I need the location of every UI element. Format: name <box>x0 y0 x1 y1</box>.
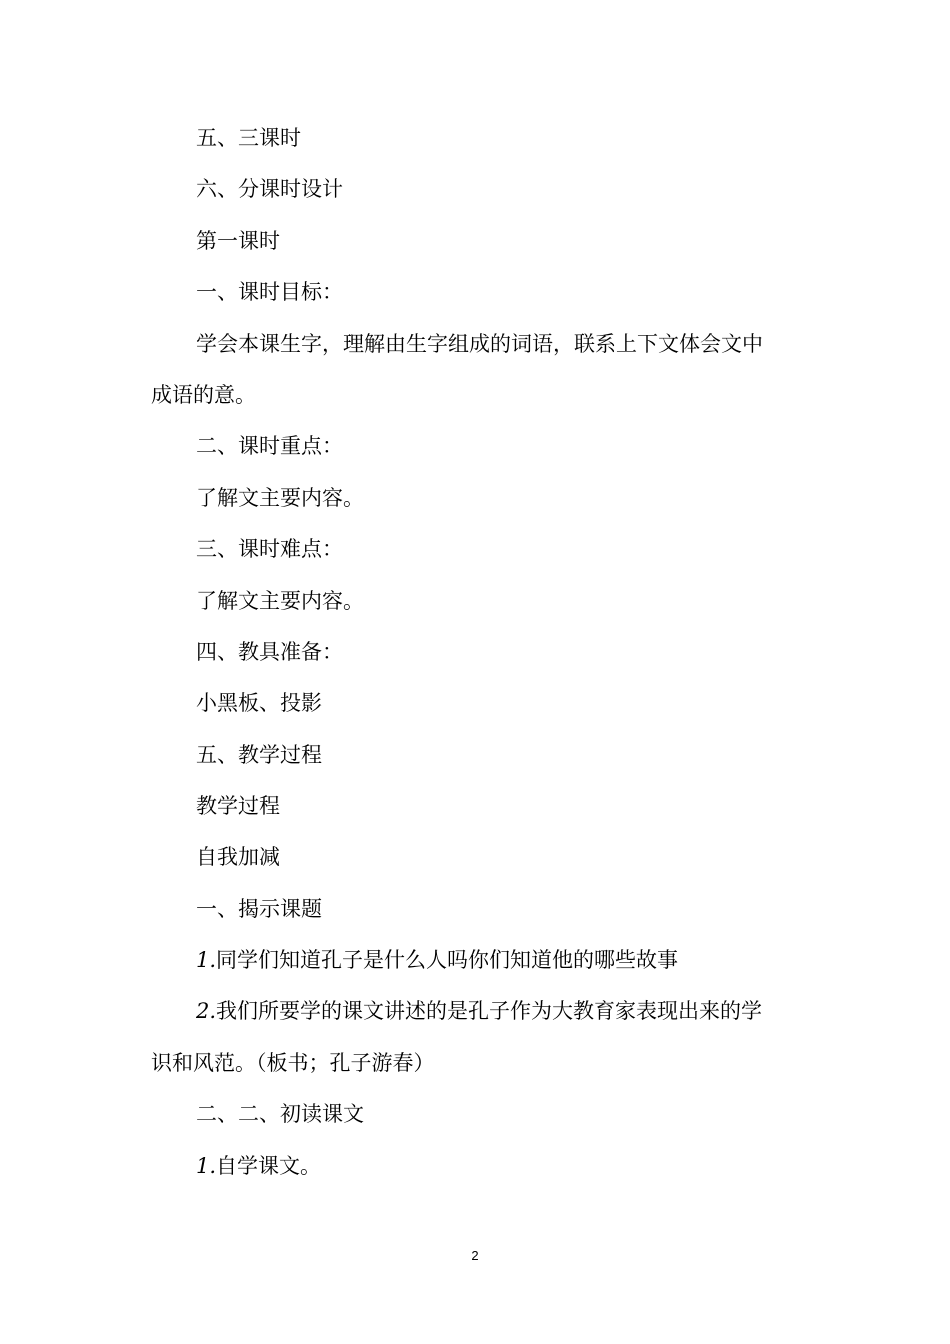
list-number: 1. <box>196 948 217 972</box>
text-line: 识和风范。（板书；孔子游春） <box>151 1051 435 1075</box>
text-line: 四、教具准备： <box>196 640 343 664</box>
line-text: 自学课文。 <box>216 1154 322 1178</box>
text-line: 教学过程 <box>196 794 280 818</box>
text-line: 六、分课时设计 <box>196 177 343 201</box>
text-line: 二、二、初读课文 <box>196 1102 364 1126</box>
text-line: 小黑板、投影 <box>196 691 322 715</box>
text-line: 一、揭示课题 <box>196 897 322 921</box>
text-line: 了解文主要内容。 <box>196 589 364 613</box>
text-line: 自我加减 <box>196 845 280 869</box>
text-line: 了解文主要内容。 <box>196 486 364 510</box>
text-line: 二、课时重点： <box>196 434 343 458</box>
list-number: 2. <box>196 999 217 1023</box>
numbered-line <box>196 997 762 1025</box>
numbered-line <box>196 946 678 974</box>
line-text: 同学们知道孔子是什么人吗你们知道他的哪些故事 <box>216 948 679 972</box>
list-number: 1. <box>196 1154 217 1178</box>
numbered-line <box>196 1152 321 1180</box>
line-text: 我们所要学的课文讲述的是孔子作为大教育家表现出来的学 <box>216 999 763 1023</box>
text-line: 五、三课时 <box>196 126 301 150</box>
text-line: 一、课时目标： <box>196 280 343 304</box>
text-line: 五、教学过程 <box>196 743 322 767</box>
text-line: 成语的意。 <box>151 383 256 407</box>
text-line: 三、课时难点： <box>196 537 343 561</box>
text-line: 第一课时 <box>196 229 280 253</box>
page-number: 2 <box>471 1248 479 1263</box>
text-line: 学会本课生字，理解由生字组成的词语，联系上下文体会文中 <box>196 332 763 356</box>
